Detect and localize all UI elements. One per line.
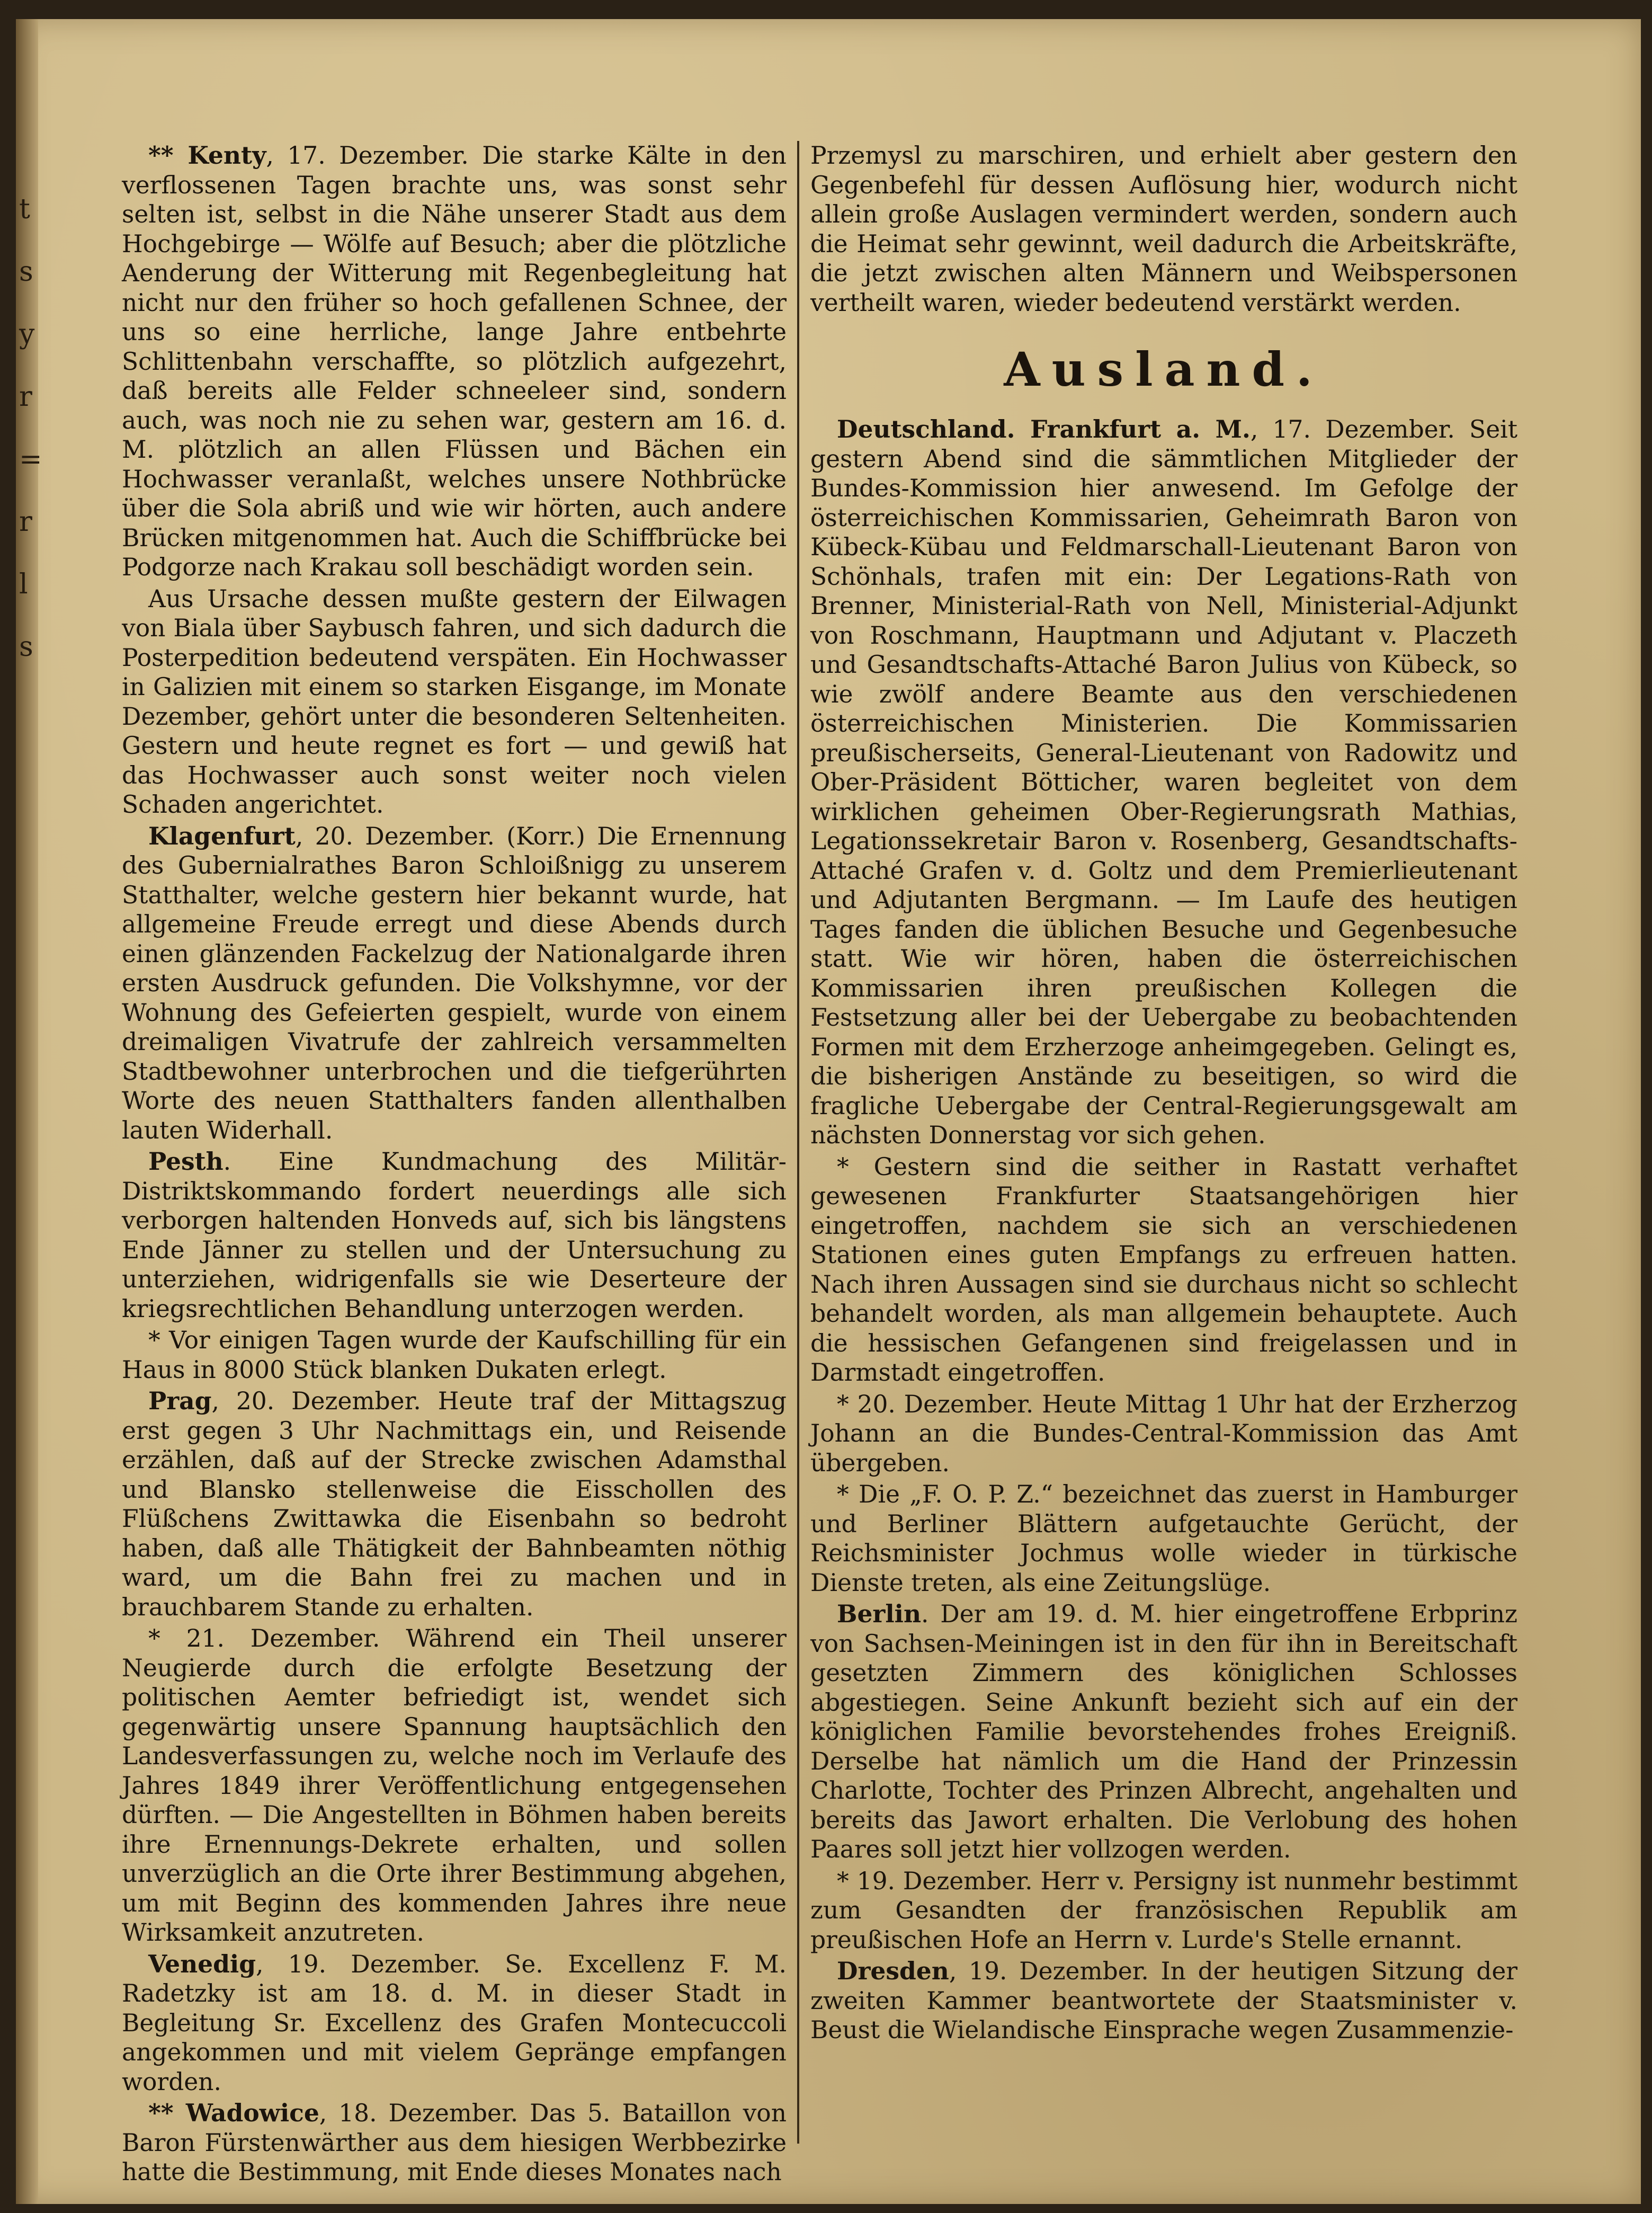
article-dresden [810, 1957, 1517, 2045]
article-text: * 20. Dezember. Heute Mittag 1 Uhr hat der Erzherzog Johann an die Bundes-Central-Kommission das Amt übergeben. [810, 1390, 1517, 1477]
left-column [122, 141, 787, 2186]
edge-letter: l [19, 568, 28, 600]
article-frankfurt-note-2 [810, 1390, 1517, 1478]
article-text: * Vor einigen Tagen wurde der Kaufschilling für ein Haus in 8000 Stück blanken Dukaten erlegt. [122, 1326, 787, 1384]
article-venedig [122, 1950, 787, 2097]
article-berlin [810, 1599, 1517, 1864]
article-frankfurt-note-3 [810, 1480, 1517, 1597]
newspaper-page [16, 19, 1641, 2204]
right-column [810, 141, 1517, 2170]
article-pesth-note [122, 1326, 787, 1384]
dateline-place: Berlin [837, 1599, 922, 1628]
article-wadowice-cont: Przemysl zu marschiren, und erhielt aber gestern den Gegenbefehl für dessen Auflösung hier, wodurch nicht allein große Auslagen vermindert werden, sondern auch die Heimat sehr gewinnt, weil dadurch die Arbeitskräfte, die jetzt zwischen alten Männern und Weibspersonen vertheilt waren, wieder bedeutend verstärkt werden. [810, 141, 1517, 317]
dateline-place: ** Wadowice [148, 2099, 319, 2127]
article-text: , 17. Dezember. Die starke Kälte in den verflossenen Tagen brachte uns, was sonst sehr selten ist, selbst in die Nähe unserer Stadt aus dem Hochgebirge — Wölfe auf Besuch; aber die plötzliche Aenderung der Witterung mit Regenbegleitung hat nicht nur den früher so hoch gefallenen Schnee, der uns so eine herrliche, lange Jahre entbehrte Schlittenbahn verschaffte, so plötzlich aufgezehrt, daß bereits alle Felder schneeleer sind, sondern auch, was noch nie zu sehen war, gestern am 16. d. M. plötzlich an allen Flüssen und Bächen ein Hochwasser veranlaßt, welches unsere Nothbrücke über die Sola abriß und wie wir hörten, auch andere Brücken mitgenommen hat. Auch die Schiffbrücke bei Podgorze nach Krakau soll beschädigt worden sein. [122, 141, 787, 581]
column-rule [797, 141, 799, 2144]
article-frankfurt-note-1 [810, 1152, 1517, 1388]
section-heading: Ausland. [1004, 342, 1324, 397]
adjacent-page-edge-letters [19, 178, 42, 678]
edge-letter: = [19, 443, 42, 475]
article-kenty-cont [122, 584, 787, 820]
article-pesth [122, 1147, 787, 1323]
edge-letter: s [19, 631, 33, 663]
article-text: , 18. Dezember. Das 5. Bataillon von Baron Fürstenwärther aus dem hiesigen Werbbezirke hatte die Bestimmung, mit Ende dieses Monates nach [122, 2099, 787, 2186]
article-prag [122, 1387, 787, 1622]
article-text: , 19. Dezember. In der heutigen Sitzung der zweiten Kammer beantwortete der Staatsminister v. Beust die Wielandische Einsprache wegen Zusammenzie- [810, 1957, 1517, 2044]
edge-letter: r [19, 506, 32, 538]
dateline-place: Dresden [837, 1957, 949, 1985]
article-text: * Die „F. O. P. Z.“ bezeichnet das zuerst in Hamburger und Berliner Blättern aufgetauchte Gerücht, der Reichsminister Jochmus wolle wieder in türkische Dienste treten, als eine Zeitungslüge. [810, 1480, 1517, 1597]
article-text: * 21. Dezember. Während ein Theil unserer Neugierde durch die erfolgte Besetzung der politischen Aemter befriedigt ist, wendet sich gegenwärtig unsere Spannung hauptsächlich den Landesverfassungen zu, welche noch im Verlaufe des Jahres 1849 ihrer Veröffentlichung entgegensehen dürften. — Die Angestellten in Böhmen haben bereits ihre Ernennungs-Dekrete erhalten, und sollen unverzüglich an die Orte ihrer Bestimmung abgehen, um mit Beginn des kommenden Jahres ihre neue Wirksamkeit anzutreten. [122, 1624, 787, 1947]
article-text: Aus Ursache dessen mußte gestern der Eilwagen von Biala über Saybusch fahren, und sich dadurch die Posterpedition bedeutend verspäten. Ein Hochwasser in Galizien mit einem so starken Eisgange, im Monate Dezember, gehört unter die besonderen Seltenheiten. Gestern und heute regnet es fort — und gewiß hat das Hochwasser auch sonst weiter noch vielen Schaden angerichtet. [122, 584, 787, 819]
article-berlin-note [810, 1867, 1517, 1955]
article-text: . Eine Kundmachung des Militär-Distriktskommando fordert neuerdings alle sich verborgen haltenden Honveds auf, sich bis längstens Ende Jänner zu stellen und der Untersuchung zu unterziehen, widrigenfalls sie wie Deserteure der kriegsrechtlichen Behandlung unterzogen werden. [122, 1148, 787, 1323]
article-text: , 20. Dezember. Heute traf der Mittagszug erst gegen 3 Uhr Nachmittags ein, und Reisende erzählen, daß auf der Strecke zwischen Adamsthal und Blansko stellenweise die Eisschollen des Flüßchens Zwittawka die Eisenbahn so bedroht haben, daß alle Thätigkeit der Bahnbeamten nöthig ward, um die Bahn frei zu machen und in brauchbarem Stande zu erhalten. [122, 1387, 787, 1621]
article-text: * Gestern sind die seither in Rastatt verhaftet gewesenen Frankfurter Staatsangehörigen hier eingetroffen, nachdem sie sich an verschiedenen Stationen eines guten Empfangs zu erfreuen hatten. Nach ihren Aussagen sind sie durchaus nicht so schlecht behandelt worden, als man allgemein behauptete. Auch die hessischen Gefangenen sind freigelassen und in Darmstadt eingetroffen. [810, 1152, 1517, 1387]
dateline-place: Deutschland. Frankfurt a. M. [837, 415, 1251, 443]
dateline-place: Pesth [148, 1147, 224, 1176]
dateline-place: Klagenfurt [148, 821, 296, 850]
dateline-place: Prag [148, 1387, 212, 1415]
article-frankfurt [810, 415, 1517, 1150]
edge-letter: y [19, 318, 35, 350]
article-text: , 20. Dezember. (Korr.) Die Ernennung des Gubernialrathes Baron Schloißnigg zu unserem Statthalter, welche gestern hier bekannt wurde, hat allgemeine Freude erregt und diese Abends durch einen glänzenden Fackelzug der Nationalgarde ihren ersten Ausdruck gefunden. Die Volkshymne, vor der Wohnung des Gefeierten gespielt, wurde von einem dreimaligen Vivatrufe der zahlreich versammelten Stadtbewohner unterbrochen und die tiefgerührten Worte des neuen Statthalters fanden allenthalben lauten Widerhall. [122, 822, 787, 1144]
edge-letter: r [19, 381, 32, 413]
dateline-place: Venedig [148, 1949, 256, 1978]
article-text: , 19. Dezember. Se. Excellenz F. M. Radetzky ist am 18. d. M. in dieser Stadt in Begleitung Sr. Excellenz des Grafen Montecuccoli angekommen und mit vielem Gepränge empfangen worden. [122, 1950, 787, 2096]
article-kenty [122, 141, 787, 582]
article-wadowice [122, 2099, 787, 2187]
article-text: , 17. Dezember. Seit gestern Abend sind die sämmtlichen Mitglieder der Bundes-Kommission hier anwesend. Im Gefolge der österreichischen Kommissarien, Geheimrath Baron von Kübeck-Kübau und Feldmarschall-Lieutenant Baron von Schönhals, trafen mit ein: Der Legations-Rath von Brenner, Ministerial-Rath von Nell, Ministerial-Adjunkt von Roschmann, Hauptmann und Adjutant v. Placzeth und Gesandtschafts-Attaché Baron Julius von Kübeck, so wie zwölf andere Beamte aus den verschiedenen österreichischen Ministerien. Die Kommissarien preußischerseits, General-Lieutenant von Radowitz und Ober-Präsident Bötticher, waren begleitet von dem wirklichen geheimen Ober-Regierungsrath Mathias, Legationssekretair Baron v. Rosenberg, Gesandtschafts-Attaché Grafen v. d. Goltz und dem Premierlieutenant und Adjutanten Bergmann. — Im Laufe des heutigen Tages fanden die üblichen Besuche und Gegenbesuche statt. Wie wir hören, haben die österreichischen Kommissarien ihren preußischen Kollegen die Festsetzung aller bei der Uebergabe zu beobachtenden Formen mit dem Erzherzoge anheimgegeben. Gelingt es, die bisherigen Anstände zu beseitigen, so wird die fragliche Uebergabe der Central-Regierungsgewalt am nächsten Donnerstag vor sich gehen. [810, 415, 1517, 1149]
edge-letter: t [19, 193, 30, 225]
article-klagenfurt [122, 822, 787, 1145]
edge-letter: s [19, 256, 33, 288]
dateline-place: ** Kenty [148, 141, 266, 170]
article-text: * 19. Dezember. Herr v. Persigny ist nunmehr bestimmt zum Gesandten der französischen Republik am preußischen Hofe an Herrn v. Lurde's Stelle ernannt. [810, 1867, 1517, 1954]
article-prag-note [122, 1624, 787, 1948]
article-text: . Der am 19. d. M. hier eingetroffene Erbprinz von Sachsen-Meiningen ist in den für ihn in Bereitschaft gesetzten Zimmern des königlichen Schlosses abgestiegen. Seine Ankunft bezieht sich auf ein der königlichen Familie bevorstehendes frohes Ereigniß. Derselbe hat nämlich um die Hand der Prinzessin Charlotte, Tochter des Prinzen Albrecht, angehalten und bereits das Jawort erhalten. Die Verlobung des hohen Paares soll jetzt hier vollzogen werden. [810, 1600, 1517, 1863]
